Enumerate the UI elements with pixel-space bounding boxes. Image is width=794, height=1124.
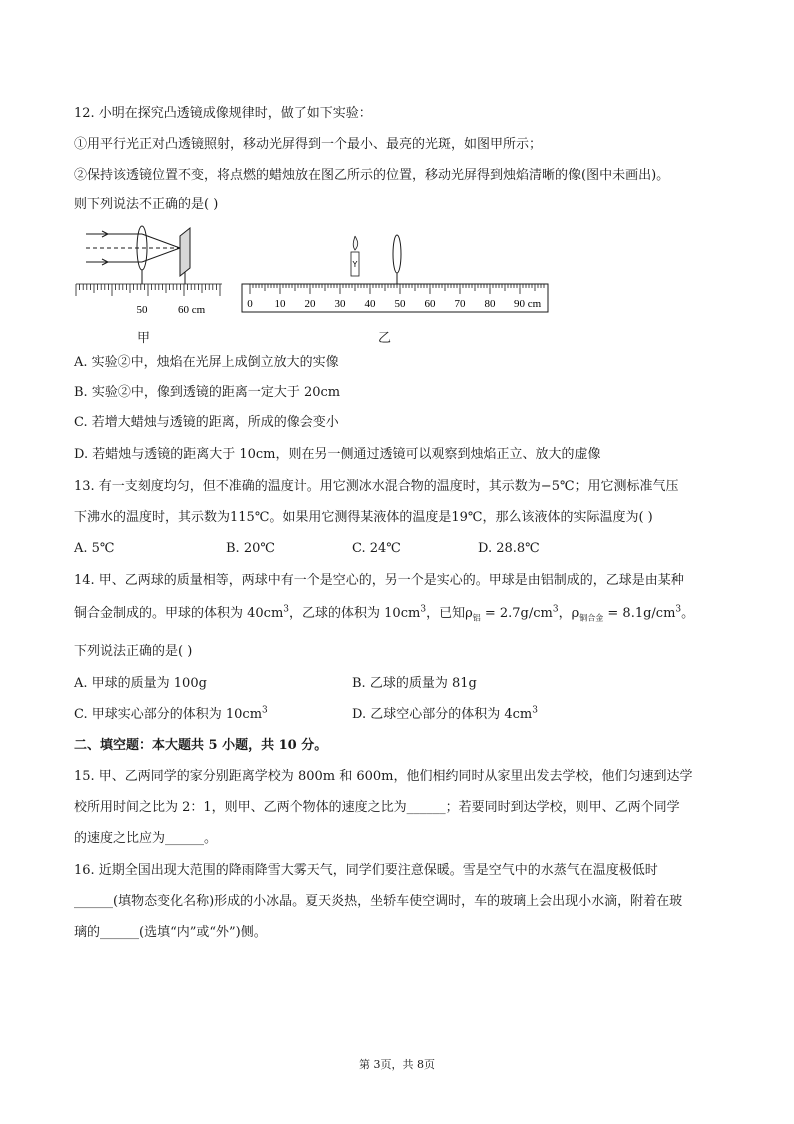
q15-line3: 的速度之比应为______。 bbox=[74, 831, 218, 846]
tick-label-50: 50 bbox=[136, 304, 148, 316]
q14-option-a: A. 甲球的质量为 100g bbox=[74, 676, 207, 691]
svg-text:Y: Y bbox=[352, 260, 358, 269]
ruler-yi-tick-label: 0 bbox=[247, 298, 253, 310]
ruler-yi-tick-label: 80 bbox=[484, 298, 496, 310]
ruler-yi-tick-label: 50 bbox=[394, 298, 406, 310]
section-heading-fill-in: 二、填空题：本大题共 5 小题，共 10 分。 bbox=[74, 738, 328, 753]
candle bbox=[351, 236, 359, 276]
q12-step2: ②保持该透镜位置不变，将点燃的蜡烛放在图乙所示的位置，移动光屏得到烛焰清晰的像(图中未画出)。 bbox=[74, 168, 670, 183]
ruler-yi-labels bbox=[247, 298, 541, 310]
q12-step1: ①用平行光正对凸透镜照射，移动光屏得到一个最小、最亮的光斑，如图甲所示； bbox=[74, 137, 543, 152]
q13-option-c: C. 24℃ bbox=[352, 541, 401, 556]
q13-option-b: B. 20℃ bbox=[226, 541, 275, 556]
q13-option-a: A. 5℃ bbox=[74, 541, 115, 556]
ruler-jia bbox=[76, 284, 222, 296]
tick-label-60cm: 60 cm bbox=[178, 304, 206, 316]
light-screen bbox=[180, 228, 190, 276]
q12-option-b: B. 实验②中，像到透镜的距离一定大于 20cm bbox=[74, 385, 341, 400]
ruler-yi-tick-label: 20 bbox=[304, 298, 316, 310]
parallel-rays bbox=[86, 231, 180, 265]
ruler-yi-tick-label: 40 bbox=[364, 298, 376, 310]
q14-question: 下列说法正确的是( ) bbox=[74, 644, 193, 659]
q12-option-a: A. 实验②中，烛焰在光屏上成倒立放大的实像 bbox=[74, 355, 339, 370]
q14-line1: 14. 甲、乙两球的质量相等，两球中有一个是空心的，另一个是实心的。甲球是由铝制成的，乙球是由某种 bbox=[74, 573, 684, 588]
q12-option-c: C. 若增大蜡烛与透镜的距离，所成的像会变小 bbox=[74, 415, 339, 430]
ruler-yi-tick-label: 90 cm bbox=[514, 298, 542, 310]
figure-jia-label: 甲 bbox=[137, 331, 151, 346]
figure-yi-label: 乙 bbox=[378, 331, 392, 346]
q16-line1: 16. 近期全国出现大范围的降雨降雪大雾天气，同学们要注意保暖。雪是空气中的水蒸气在温度极低时 bbox=[74, 863, 658, 878]
q12-stem: 12. 小明在探究凸透镜成像规律时，做了如下实验： bbox=[74, 106, 372, 121]
q14-option-d: D. 乙球空心部分的体积为 $4cm^3$ bbox=[352, 705, 538, 722]
ruler-yi-tick-label: 10 bbox=[274, 298, 286, 310]
ruler-yi-tick-label: 30 bbox=[334, 298, 346, 310]
q16-line2: ______(填物态变化名称)形成的小冰晶。夏天炎热，坐轿车使空调时，车的玻璃上会出现小水滴，附着在玻 bbox=[74, 894, 683, 909]
q12-question: 则下列说法不正确的是( ) bbox=[74, 197, 219, 212]
ruler-yi-tick-label: 70 bbox=[454, 298, 466, 310]
convex-lens-yi bbox=[393, 235, 401, 273]
q12-option-d: D. 若蜡烛与透镜的距离大于 10cm，则在另一侧通过透镜可以观察到烛焰正立、放大的虚像 bbox=[74, 447, 601, 462]
q13-line2: 下沸水的温度时，其示数为115℃。如果用它测得某液体的温度是19℃，那么该液体的实际温度为( ) bbox=[74, 510, 653, 525]
q14-option-c: C. 甲球实心部分的体积为 $10cm^3$ bbox=[74, 705, 268, 722]
page-footer: 第 3页，共 8页 bbox=[359, 1058, 435, 1071]
q13-line1: 13. 有一支刻度均匀，但不准确的温度计。用它测冰水混合物的温度时，其示数为−5℃；用它测标准气压 bbox=[74, 479, 679, 494]
q16-line3: 璃的______(选填“内”或“外”)侧。 bbox=[74, 925, 267, 940]
q14-line2: 铜合金制成的。甲球的体积为 $40cm^3$，乙球的体积为 $10cm^3$，已知$\rho_铝 = 2.7g/cm^3$，$\rho_{铜合金} = 8.1g/cm^3$。 bbox=[74, 604, 695, 623]
ruler-yi bbox=[250, 284, 544, 294]
q13-option-d: D. 28.8℃ bbox=[478, 541, 540, 556]
q15-line2: 校所用时间之比为 2：1，则甲、乙两个物体的速度之比为______；若要同时到达学校，则甲、乙两个同学 bbox=[74, 800, 680, 815]
ruler-yi-tick-label: 60 bbox=[424, 298, 436, 310]
figure-yi bbox=[238, 234, 554, 316]
q14-option-b: B. 乙球的质量为 81g bbox=[352, 676, 477, 691]
figure-jia bbox=[72, 222, 232, 322]
q15-line1: 15. 甲、乙两同学的家分别距离学校为 800m 和 600m，他们相约同时从家里出发去学校，他们匀速到达学 bbox=[74, 769, 693, 784]
